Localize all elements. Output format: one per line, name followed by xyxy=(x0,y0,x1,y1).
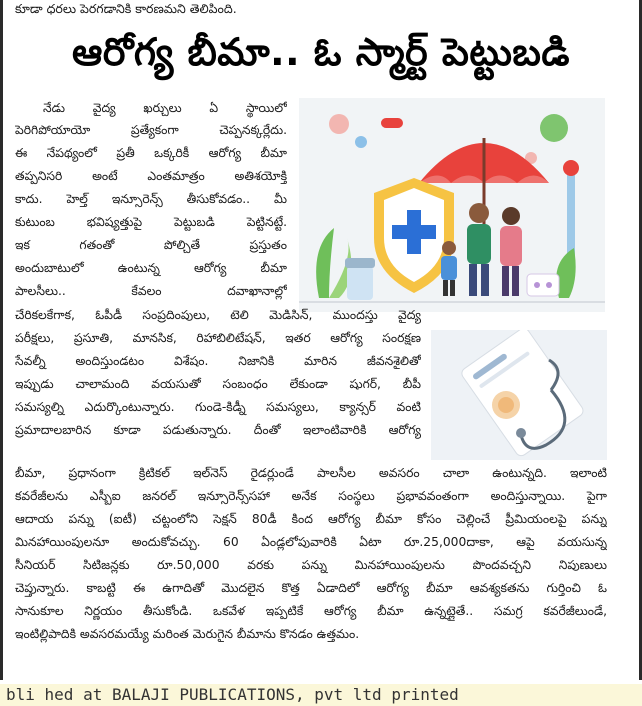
publisher-ticker: bli hed at BALAJI PUBLICATIONS, pvt ltd printed xyxy=(0,684,642,706)
body-line: అందుబాటులో ఉంటున్న ఆరోగ్య బీమా xyxy=(15,261,287,275)
body-line: పాలసీలు.. కేవలం దవాఖానాల్లో xyxy=(15,284,287,298)
body-line: చెప్తున్నారు. కాబట్టి ఈ ఉగాదితో మొదలైన కొత్త ఏడాదిలో ఆరోగ్య బీమా ఆవశ్యకతను గుర్తించి ఓ xyxy=(15,581,607,595)
previous-article-end-line: కూడా ధరలు పెరగడానికి కారణమని తెలిపింది. xyxy=(15,1,237,16)
body-line: సీనియర్ సిటిజన్లకు రూ.50,000 వరకు పన్ను మినహాయింపులను పొందవచ్చని నిపుణులు xyxy=(15,558,607,572)
body-line: ఆదాయ పన్ను (ఐటీ) చట్టంలోని సెక్షన్ 80డీ కింద ఆరోగ్య బీమా కోసం చెల్లించే ప్రీమియంలపై పన్ను xyxy=(15,512,607,526)
headline: ఆరోగ్య బీమా.. ఓ స్మార్ట్ పెట్టుబడి xyxy=(72,30,570,74)
body-line: ఇప్పుడు చాలామంది వయసుతో సంబంధం లేకుండా షుగర్, బీపీ xyxy=(15,377,421,391)
body-line: తప్పనిసరి అంటే ఎంతమాత్రం అతిశయోక్తి xyxy=(15,169,287,183)
body-line: ఇంటిల్లిపాదికి అవసరమయ్యే మరింత మెరుగైన బీమాను కొనడం ఉత్తమం. xyxy=(15,627,360,641)
body-line: సానుకూల నిర్ణయం తీసుకోండి. ఒకవేళ ఇప్పటికే ఆరోగ్య బీమా ఉన్నట్లైతే.. సమగ్ర కవరేజీలుండే, xyxy=(15,604,607,618)
body-line: కవరేజీలను ఎస్బీఐ జనరల్ ఇన్సూరెన్స్‌సహా అనేక సంస్థలు ప్రభావవంతంగా అందిస్తున్నాయి. పైగా xyxy=(15,489,607,503)
body-line: కుటుంబ భవిష్యత్తుపై పెట్టుబడి పెట్టినట్టే. xyxy=(15,215,287,229)
body-line: పెరిగిపోయాయో ప్రత్యేకంగా చెప్పనక్కర్లేదు. xyxy=(15,123,287,137)
body-line: కాదు. హెల్త్ ఇన్సూరెన్స్ తీసుకోవడం.. మీ xyxy=(15,192,287,206)
body-line: పరీక్షలు, ప్రసూతి, మానసిక, రిహాబిలిటేషన్, ఇతర ఆరోగ్య సంరక్షణ xyxy=(15,331,421,345)
body-line: సమస్యల్ని ఎదుర్కొంటున్నారు. గుండె-కిడ్నీ సమస్యలు, క్యాన్సర్ వంటి xyxy=(15,400,421,414)
body-line: ఈ నేపథ్యంలో ప్రతీ ఒక్కరికీ ఆరోగ్య బీమా xyxy=(15,146,287,160)
health-insurance-illustration xyxy=(299,98,605,312)
body-line: మినహాయింపులనూ అందుకోవచ్చు. 60 ఏండ్లలోపువారికి ఏటా రూ.25,000దాకా, ఆపై వయసున్న xyxy=(15,535,607,549)
body-line: సేవల్నీ అందిస్తుండటం విశేషం. నిజానికి మారిన జీవనశైలితో xyxy=(15,354,421,368)
stethoscope-card-icon xyxy=(431,330,607,460)
insurance-card-illustration xyxy=(431,330,607,460)
body-line: చేరికలకేగాక, ఓపీడీ సంప్రదింపులు, టెలి మెడిసిన్, ముందస్తు వైద్య xyxy=(15,308,421,322)
body-line: నేడు వైద్య ఖర్చులు ఏ స్థాయిలో xyxy=(43,101,287,115)
body-line: ఇక గతంతో పోల్చితే ప్రస్తుతం xyxy=(15,238,287,252)
body-line: ప్రమాదాలబారిన కూడా పడుతున్నారు. దీంతో ఇలాంటివారికి ఆరోగ్య xyxy=(15,423,421,437)
umbrella-family-shield-icon xyxy=(299,98,605,312)
body-line: బీమా, ప్రధానంగా క్రిటికల్ ఇల్‌నెస్ రైడర్లుండే పాలసీల అవసరం చాలా ఉంటున్నది. ఇలాంటి xyxy=(15,466,607,480)
